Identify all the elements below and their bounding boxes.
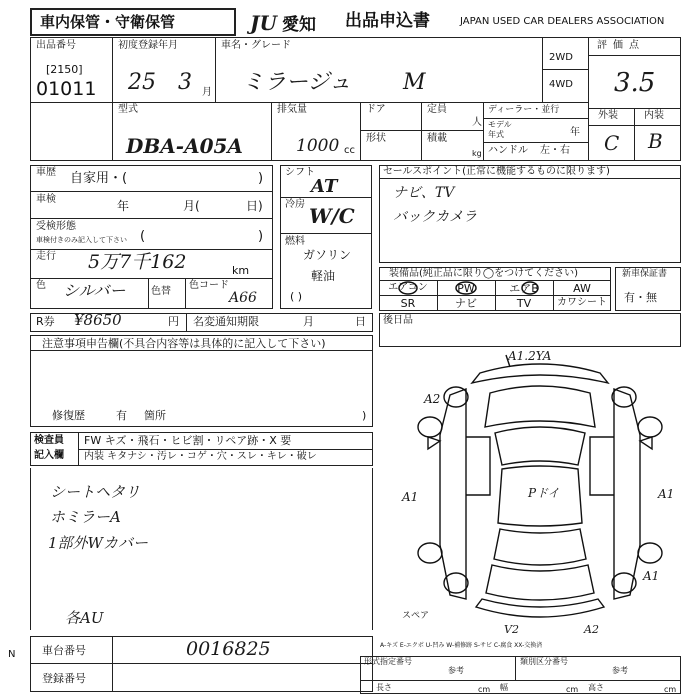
first-reg-label: 初度登録年月 — [118, 40, 178, 51]
color-change-label: 色替 — [151, 286, 171, 297]
hand-note-4: 各AU — [65, 609, 104, 627]
circle-mark-ac — [399, 282, 417, 294]
lot-label: 出品番号 — [36, 40, 76, 51]
car-rear-window — [494, 529, 586, 565]
wheel-front-left-outer — [444, 387, 468, 407]
length-label: 長さ — [376, 683, 392, 692]
type-number-label: 形式指定番号 — [364, 657, 412, 666]
accept-label: 受検形態 — [36, 221, 76, 232]
deadline-month: 月 — [303, 315, 314, 328]
storage-tag — [30, 8, 236, 36]
mileage-unit: km — [232, 264, 250, 277]
lot-number: 01011 — [36, 78, 97, 100]
exterior-label: 外装 — [598, 110, 618, 121]
fuel-gas: ガソリン — [303, 248, 352, 262]
warranty-value: 有・無 — [624, 291, 657, 304]
load-unit: kg — [472, 149, 482, 158]
grade-value: M — [403, 70, 426, 95]
association-name: JAPAN USED CAR DEALERS ASSOCIATION — [460, 16, 665, 27]
equip-item-aw: AW — [573, 282, 591, 295]
model-label: 型式 — [118, 104, 138, 115]
hand-note-1: シートヘタリ — [50, 483, 141, 501]
lot-sub: [2150] — [46, 63, 83, 76]
car-front-bumper — [472, 364, 608, 383]
height-unit: cm — [664, 685, 677, 694]
capacity-unit: 人 — [472, 117, 482, 128]
warranty-label: 新車保証書 — [622, 269, 668, 279]
interior-label: 内装 — [644, 110, 664, 121]
circle-mark-pw — [456, 282, 476, 294]
first-reg-month: 3 — [178, 70, 192, 95]
equip-item-ac: エアコン — [388, 282, 428, 293]
wheel-front-right — [638, 417, 662, 437]
deadline-day: 日 — [355, 315, 366, 328]
wheel-front-left — [418, 417, 442, 437]
disp-label: 排気量 — [277, 104, 307, 115]
shift-label: シフト — [285, 167, 315, 178]
color-label: 色 — [36, 280, 46, 291]
mileage-value: 5万7千162 — [88, 251, 187, 273]
chassis-label: 車台番号 — [42, 644, 86, 657]
after-items-block — [379, 313, 681, 347]
width-unit: cm — [566, 685, 579, 694]
cooler-label: 冷房 — [285, 199, 305, 210]
car-trunk — [486, 565, 594, 600]
exterior-value: C — [604, 131, 620, 155]
deadline-label: 名変通知期限 — [193, 315, 259, 328]
car-right-side — [614, 389, 640, 599]
load-label: 積載 — [427, 133, 447, 144]
first-reg-month-unit: 月 — [202, 87, 212, 98]
car-hood — [485, 386, 595, 427]
ju-logo — [250, 10, 316, 35]
accept-close: ) — [258, 229, 264, 244]
car-rear-bumper — [476, 599, 604, 617]
car-windshield — [495, 427, 585, 465]
rating-label: 評価点 — [597, 40, 645, 51]
diagram-label-top: A1.2YA — [508, 349, 552, 363]
fuel-diesel: 軽油 — [311, 269, 336, 283]
inspector-label-2: 記入欄 — [34, 450, 64, 461]
equip-item-navi: ナビ — [455, 297, 477, 310]
accept-sub: 車検付きのみ記入して下さい — [36, 236, 127, 244]
color-value: シルバー — [63, 281, 126, 300]
class-number-sub: 参考 — [612, 666, 628, 675]
type-number-sub: 参考 — [448, 666, 464, 675]
year-unit: 年 — [570, 127, 580, 138]
repair-paren: ) — [362, 409, 367, 422]
equip-item-leather: カワシート — [557, 297, 607, 308]
door-label: ドア — [366, 104, 386, 115]
registration-label: 登録番号 — [42, 672, 86, 685]
interior-value: B — [648, 129, 663, 153]
history-value: 自家用・( — [70, 171, 128, 186]
mileage-label: 走行 — [36, 251, 56, 262]
diagram-label-right-low: A1 — [643, 569, 660, 583]
carname-value: ミラージュ — [242, 70, 352, 95]
inspection-day: 日) — [246, 199, 263, 213]
class-number-label: 類別区分番号 — [520, 657, 568, 666]
width-label: 幅 — [500, 683, 508, 692]
inspection-label: 車検 — [36, 194, 56, 205]
history-close: ) — [258, 171, 264, 186]
first-reg-year: 25 — [128, 70, 156, 95]
ju-logo-mark: JU — [250, 11, 277, 35]
hand-note-3: 1部外Wカバー — [48, 534, 148, 552]
diagram-label-a1-left: A1 — [402, 490, 419, 504]
recycle-value: ¥8650 — [74, 311, 122, 329]
wheel-rear-left — [418, 543, 442, 563]
sales-point-line2: バックカメラ — [393, 209, 477, 225]
storage-tag-text: 車内保管・守衛保管 — [40, 13, 176, 31]
car-right-front-door — [590, 437, 614, 495]
shape-label: 形状 — [366, 133, 386, 144]
circle-mark-airbag — [522, 282, 538, 294]
inspection-year: 年 — [117, 199, 130, 213]
shift-value: AT — [311, 176, 338, 197]
equip-circle-marks — [379, 280, 553, 296]
rating-value: 3.5 — [614, 68, 656, 98]
diagram-label-center: Pドイ — [528, 486, 560, 500]
handle-label: ハンドル — [488, 145, 528, 156]
car-right-mirror — [640, 437, 652, 449]
inspector-label-1: 検査員 — [34, 435, 64, 446]
notes-label: 注意事項申告欄(不具合内容等は具体的に記入して下さい) — [42, 337, 326, 350]
fuel-label: 燃料 — [285, 236, 305, 247]
diagram-label-bottom-left: V2 — [504, 623, 519, 636]
diagram-label-spare: スペア — [402, 611, 430, 621]
equip-item-sr: SR — [400, 297, 416, 310]
ju-logo-org: 愛知 — [282, 15, 316, 35]
recycle-label: R券 — [36, 315, 55, 328]
diagram-label-a1-right: A1 — [658, 487, 675, 501]
sales-point-label: セールスポイント(正常に機能するものに限ります) — [383, 166, 610, 177]
carname-label: 車名・グレード — [221, 40, 291, 51]
equipment-label: 装備品(純正品に限り◯をつけてください) — [389, 268, 578, 279]
repair-label: 修復歴 — [52, 409, 85, 422]
wheel-front-right-outer — [612, 387, 636, 407]
cooler-value: W/C — [309, 204, 355, 228]
after-items-label: 後日品 — [383, 315, 413, 326]
hand-note-2: ホミラーA — [50, 508, 121, 526]
equip-item-pw: PW — [457, 282, 475, 295]
diagram-label-a2: A2 — [424, 392, 441, 406]
inspector-line-1: FW キズ・飛石・ヒビ割・リペア跡・X 要 — [84, 434, 292, 447]
car-left-side — [440, 389, 466, 599]
model-value: DBA-A05A — [126, 134, 243, 158]
car-left-front-door — [466, 437, 490, 495]
sales-point-line1: ナビ、TV — [393, 185, 455, 201]
handle-value: 左・右 — [540, 145, 570, 156]
form-title: 出品申込書 — [345, 11, 430, 31]
diagram-label-bottom-right: A2 — [584, 623, 599, 636]
disp-unit: cc — [344, 145, 355, 156]
repair-value: 有 — [116, 409, 127, 422]
car-left-mirror — [428, 437, 440, 449]
year-label: 年式 — [488, 130, 504, 139]
fuel-paren: ( ) — [290, 290, 303, 303]
height-label: 高さ — [588, 683, 604, 692]
repair-place: 箇所 — [144, 409, 166, 422]
inspection-month: 月( — [183, 199, 200, 213]
recycle-unit: 円 — [168, 315, 179, 328]
color-code-label: 色コード — [189, 280, 229, 291]
inspector-line-2: 内装 キタナシ・汚レ・コゲ・穴・スレ・キレ・破レ — [84, 451, 317, 462]
damage-legend: A-キズ E-エクボ U-凹み W-補修跡 S-サビ C-腐食 XX-交換済 — [380, 642, 543, 649]
disp-value: 1000 — [296, 136, 340, 156]
accept-paren: ( — [140, 229, 146, 244]
history-label: 車歴 — [36, 167, 56, 178]
length-unit: cm — [478, 685, 491, 694]
capacity-label: 定員 — [427, 104, 447, 115]
chassis-value: 0016825 — [186, 638, 271, 660]
equip-item-tv: TV — [516, 297, 532, 310]
model-year-label: モデル — [488, 120, 512, 129]
equip-item-airbag: エアB — [509, 282, 539, 295]
wheel-rear-right — [638, 543, 662, 563]
color-code-value: A66 — [229, 290, 257, 306]
drive-4wd: 4WD — [549, 79, 573, 90]
dealer-label: ディーラー・並行 — [488, 105, 560, 115]
drive-2wd: 2WD — [549, 52, 573, 63]
margin-mark: N — [8, 649, 16, 660]
